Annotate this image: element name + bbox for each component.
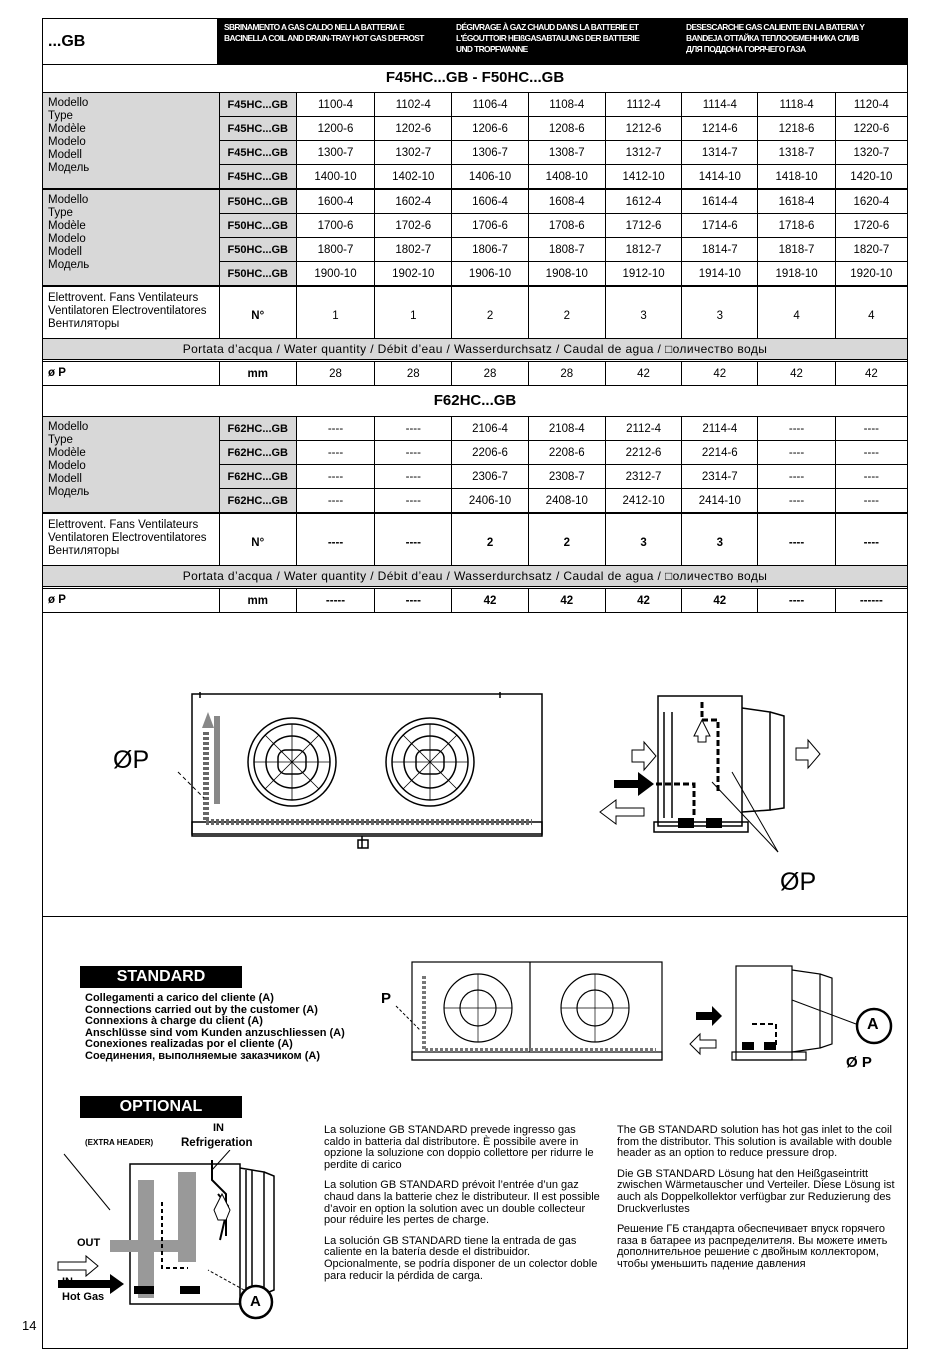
label-line: Modell (48, 473, 82, 485)
water-quantity-bar: Portata d’acqua / Water quantity / Débit d’eau / Wasserdurchsatz / Caudal de agua / □оличество воды (42, 338, 908, 360)
label-line: Вентиляторы (48, 545, 120, 557)
model-type-label (43, 190, 220, 286)
pipe-diameter-label: ø P (43, 589, 220, 613)
label-line: Modell (48, 246, 82, 258)
unit-diagram (42, 612, 908, 916)
model-code-cell: 1700-6 (296, 214, 374, 238)
pipe-unit-cell: mm (219, 362, 296, 386)
model-code-cell: 1914-10 (682, 262, 758, 286)
standard-tag: STANDARD (80, 966, 242, 988)
model-series-cell: F62HC...GB (219, 465, 296, 489)
header-it-en-line: BACINELLA COIL AND DRAIN-TRAY HOT GAS DEFROST (224, 33, 424, 43)
model-code-cell: 1314-7 (682, 141, 758, 165)
model-code-cell: ---- (758, 465, 835, 489)
description-paragraph: La solución GB STANDARD tiene la entrada de gas caliente en la batería desde el distribuidor. Opcionalmente, se podría disponer de un colector doble para reducir la pérdida de carga. (324, 1234, 598, 1282)
pipe-diameter-cell: 42 (835, 362, 907, 386)
model-series-cell: F45HC...GB (219, 141, 296, 165)
description-right (617, 1125, 897, 1280)
model-code-cell: 1608-4 (528, 190, 605, 214)
model-series-cell: F45HC...GB (219, 165, 296, 189)
model-code-cell: 2406-10 (452, 489, 528, 513)
model-code-cell: 1402-10 (375, 165, 452, 189)
model-code-cell: 1414-10 (682, 165, 758, 189)
standard-line: Anschlüsse sind vom Kunden anzuschliessen (A) (85, 1026, 345, 1039)
label-line: Модель (48, 259, 90, 271)
model-code-cell: 1300-7 (296, 141, 374, 165)
model-code-cell: 2308-7 (528, 465, 605, 489)
label-line: Modello (48, 97, 89, 109)
table-row (43, 417, 908, 441)
model-code-cell: 1900-10 (296, 262, 374, 286)
model-code-cell: 1320-7 (835, 141, 907, 165)
pipe-diameter-cell: 28 (375, 362, 452, 386)
label-line: Modello (48, 421, 89, 433)
divider (42, 64, 908, 65)
description-paragraph: Решение ГБ стандарта обеспечивает впуск горячего газа в батарее из распределителя. Вы можете иметь дополнительное решение с двойным коллектором, чтобы уменьшить падение давления (617, 1223, 888, 1270)
model-code-cell: 1400-10 (296, 165, 374, 189)
label-line: Вентиляторы (48, 318, 120, 330)
model-code-cell: 1200-6 (296, 117, 374, 141)
pipe-diameter-cell: 42 (605, 362, 681, 386)
model-code-cell: ---- (296, 441, 374, 465)
model-code-cell: 1618-4 (758, 190, 835, 214)
model-code-cell: 2206-6 (452, 441, 528, 465)
header-fr-de-line: L'ÉGOUTTOIR HEIßGASABTAUUNG DER BATTERIE (456, 33, 640, 43)
header-fr-de-line: UND TROPFWANNE (456, 44, 528, 54)
pipe-diameter-cell: ----- (296, 589, 374, 613)
model-code-cell: 1820-7 (835, 238, 907, 262)
model-code-cell: ---- (375, 489, 452, 513)
fans-count-cell: 1 (296, 287, 374, 345)
model-code-cell: 1906-10 (452, 262, 528, 286)
model-code-cell: ---- (758, 489, 835, 513)
model-series-cell: F50HC...GB (219, 214, 296, 238)
pipe-diameter-cell: 42 (528, 589, 605, 613)
model-code-cell: 1208-6 (528, 117, 605, 141)
model-code-cell: 1600-4 (296, 190, 374, 214)
model-code-cell: 1800-7 (296, 238, 374, 262)
model-code-cell: 1406-10 (452, 165, 528, 189)
table-row (43, 93, 908, 117)
fans-count-cell: 2 (528, 514, 605, 572)
connection-a-label: A (867, 1016, 879, 1033)
model-code-cell: 1212-6 (605, 117, 681, 141)
model-code-cell: ---- (835, 441, 907, 465)
model-code-cell: 2408-10 (528, 489, 605, 513)
description-paragraph: Die GB STANDARD Lösung hat den Heißgaseintritt zwischen Wärmetauscher und Verteiler. Diese Lösung ist auch als Doppelkollektor verfügbar zur Reduzierung des Druckverlustes (617, 1167, 895, 1215)
label-line: Modèle (48, 123, 86, 135)
model-code-cell: ---- (296, 417, 374, 441)
description-left (324, 1125, 600, 1291)
model-code-cell: 1102-4 (375, 93, 452, 117)
model-code-cell: 1306-7 (452, 141, 528, 165)
model-code-cell: 2412-10 (605, 489, 681, 513)
pipe-diameter-cell: 28 (452, 362, 528, 386)
section1-pipe (42, 361, 908, 386)
standard-line: Connexions à charge du client (A) (85, 1015, 263, 1027)
model-code-cell: 1708-6 (528, 214, 605, 238)
header-es-ru (686, 22, 864, 55)
fans-count-cell: 1 (375, 287, 452, 345)
model-code-cell: 2214-6 (682, 441, 758, 465)
label-line: Modèle (48, 447, 86, 459)
fans-label (43, 514, 220, 572)
model-series-cell: F45HC...GB (219, 117, 296, 141)
fans-label (43, 287, 220, 345)
fans-count-cell: 2 (452, 287, 528, 345)
table-row (43, 589, 908, 613)
description-paragraph: The GB STANDARD solution has hot gas inlet to the coil from the distributor. This solution is available with double header as an option to reduce pressure drop. (617, 1124, 892, 1160)
label-line: Elettrovent. Fans Ventilateurs (48, 519, 199, 531)
model-code-cell: 2106-4 (452, 417, 528, 441)
fans-count-cell: ---- (375, 514, 452, 572)
standard-line: Collegamenti a carico del cliente (A) (85, 992, 274, 1004)
table-row (43, 362, 908, 386)
model-code-cell: 1202-6 (375, 117, 452, 141)
series-code: ...GB (42, 18, 218, 64)
model-code-cell: 2212-6 (605, 441, 681, 465)
model-code-cell: 1408-10 (528, 165, 605, 189)
model-code-cell: 1806-7 (452, 238, 528, 262)
model-code-cell: 1106-4 (452, 93, 528, 117)
label-line: Modelo (48, 136, 86, 148)
fans-count-cell: 3 (682, 514, 758, 572)
model-code-cell: 1918-10 (758, 262, 835, 286)
pipe-unit-cell: mm (219, 589, 296, 613)
table-row (43, 190, 908, 214)
pipe-diameter-label: ØP (780, 868, 817, 896)
standard-connections-list (85, 993, 345, 1062)
label-line: Modelo (48, 460, 86, 472)
model-code-cell: ---- (375, 417, 452, 441)
model-code-cell: 1720-6 (835, 214, 907, 238)
pipe-diameter-cell: 42 (682, 362, 758, 386)
section1-models-a (42, 92, 908, 189)
model-code-cell: 2208-6 (528, 441, 605, 465)
fans-count-cell: 3 (605, 514, 681, 572)
standard-op-label: Ø P (846, 1054, 872, 1071)
label-line: Modello (48, 194, 89, 206)
model-code-cell: ---- (296, 489, 374, 513)
model-code-cell: 1108-4 (528, 93, 605, 117)
model-code-cell: ---- (375, 441, 452, 465)
model-code-cell: 1308-7 (528, 141, 605, 165)
model-code-cell: 1712-6 (605, 214, 681, 238)
divider (42, 916, 908, 917)
label-line: Type (48, 110, 73, 122)
optional-hot-gas-label: Hot Gas (62, 1291, 105, 1303)
model-code-cell: 1418-10 (758, 165, 835, 189)
section2-models (42, 416, 908, 513)
model-code-cell: 1802-7 (375, 238, 452, 262)
model-code-cell: 1718-6 (758, 214, 835, 238)
fans-count-cell: 2 (452, 514, 528, 572)
model-code-cell: 2306-7 (452, 465, 528, 489)
optional-extra-header-label: (EXTRA HEADER) (85, 1138, 154, 1147)
fans-unit-cell: N° (219, 514, 296, 572)
description-paragraph: La soluzione GB STANDARD prevede ingresso gas caldo in batteria dal distributore. È possibile avere in opzione la soluzione con doppio collettore per ridurre le perdite di carico (324, 1124, 594, 1171)
model-code-cell: 1218-6 (758, 117, 835, 141)
pipe-diameter-label: ØP (113, 746, 150, 774)
header-fr-de (456, 22, 639, 55)
model-code-cell: 2414-10 (682, 489, 758, 513)
model-code-cell: 1614-4 (682, 190, 758, 214)
section2-pipe (42, 588, 908, 613)
description-paragraph: La solution GB STANDARD prévoit l’entrée d’un gaz chaud dans la batterie chez le distributeur. Il est possible d’avoir en option la solution avec un double collecteur pour réduire les pertes de charge. (324, 1179, 600, 1227)
label-line: Модель (48, 486, 90, 498)
model-series-cell: F62HC...GB (219, 489, 296, 513)
table-row (43, 287, 908, 345)
model-code-cell: 1420-10 (835, 165, 907, 189)
model-code-cell: 1814-7 (682, 238, 758, 262)
pipe-diameter-cell: ------ (835, 589, 907, 613)
header-es-ru-line: DESESCARCHE GAS CALIENTE EN LA BATERIA Y (686, 22, 865, 32)
model-code-cell: 2108-4 (528, 417, 605, 441)
model-code-cell: ---- (758, 417, 835, 441)
model-code-cell: 1412-10 (605, 165, 681, 189)
model-code-cell: 1302-7 (375, 141, 452, 165)
model-type-label (43, 93, 220, 189)
label-line: Elettrovent. Fans Ventilateurs (48, 292, 199, 304)
model-code-cell: 1706-6 (452, 214, 528, 238)
fans-count-cell: 3 (682, 287, 758, 345)
label-line: Modell (48, 149, 82, 161)
model-code-cell: 2314-7 (682, 465, 758, 489)
page-number: 14 (22, 1318, 37, 1333)
model-code-cell: 1812-7 (605, 238, 681, 262)
label-line: Ventilatoren Electroventilatores (48, 532, 207, 544)
header-es-ru-line: ДЛЯ ПОДДОНА ГОРЯЧЕГО ГАЗА (686, 44, 806, 54)
model-code-cell: 1620-4 (835, 190, 907, 214)
optional-in-label: IN (213, 1122, 224, 1134)
model-code-cell: 1312-7 (605, 141, 681, 165)
model-code-cell: 1612-4 (605, 190, 681, 214)
model-code-cell: 2114-4 (682, 417, 758, 441)
model-code-cell: 1220-6 (835, 117, 907, 141)
model-code-cell: 1818-7 (758, 238, 835, 262)
standard-line: Connections carried out by the customer (A) (85, 1003, 318, 1016)
optional-in-label: IN (62, 1276, 73, 1288)
label-line: Modèle (48, 220, 86, 232)
model-code-cell: ---- (375, 465, 452, 489)
standard-line: Соединения, выполняемые заказчиком (A) (85, 1049, 320, 1062)
pipe-diameter-cell: 42 (758, 362, 835, 386)
table-row (43, 514, 908, 572)
model-series-cell: F50HC...GB (219, 190, 296, 214)
model-code-cell: 1920-10 (835, 262, 907, 286)
section1-models-b (42, 189, 908, 286)
model-code-cell: 1318-7 (758, 141, 835, 165)
optional-out-label: OUT (77, 1237, 101, 1249)
header-it-en (224, 22, 424, 44)
model-code-cell: 1100-4 (296, 93, 374, 117)
standard-line: Conexiones realizadas por el cliente (A) (85, 1038, 293, 1050)
fans-count-cell: 4 (835, 287, 907, 345)
model-code-cell: 1214-6 (682, 117, 758, 141)
fans-count-cell: ---- (758, 514, 835, 572)
pipe-diameter-cell: 42 (605, 589, 681, 613)
section1-title: F45HC...GB - F50HC...GB (385, 69, 565, 86)
label-line: Ventilatoren Electroventilatores (48, 305, 207, 317)
model-series-cell: F50HC...GB (219, 238, 296, 262)
pipe-diameter-cell: ---- (758, 589, 835, 613)
model-code-cell: 1902-10 (375, 262, 452, 286)
model-code-cell: 1908-10 (528, 262, 605, 286)
model-code-cell: ---- (835, 489, 907, 513)
model-series-cell: F45HC...GB (219, 93, 296, 117)
fans-count-cell: 4 (758, 287, 835, 345)
optional-refrigeration-label: Refrigeration (181, 1137, 253, 1149)
header-fr-de-line: DÉGIVRAGE À GAZ CHAUD DANS LA BATTERIE ET (456, 22, 639, 32)
label-line: Type (48, 207, 73, 219)
section2-title: F62HC...GB (433, 392, 517, 409)
model-code-cell: 1114-4 (682, 93, 758, 117)
model-code-cell: ---- (296, 465, 374, 489)
connection-a-label: A (250, 1293, 261, 1310)
pipe-diameter-label: ø P (43, 362, 220, 386)
model-code-cell: 1714-6 (682, 214, 758, 238)
model-code-cell: 1602-4 (375, 190, 452, 214)
model-code-cell: 1606-4 (452, 190, 528, 214)
fans-count-cell: ---- (835, 514, 907, 572)
label-line: Type (48, 434, 73, 446)
model-code-cell: ---- (835, 417, 907, 441)
model-code-cell: 1118-4 (758, 93, 835, 117)
optional-tag: OPTIONAL (80, 1096, 242, 1118)
pipe-diameter-cell: ---- (375, 589, 452, 613)
model-type-label (43, 417, 220, 513)
model-code-cell: 2312-7 (605, 465, 681, 489)
page-header (42, 18, 908, 64)
label-line: Modelo (48, 233, 86, 245)
model-series-cell: F50HC...GB (219, 262, 296, 286)
model-series-cell: F62HC...GB (219, 441, 296, 465)
label-line: Модель (48, 162, 90, 174)
model-code-cell: 2112-4 (605, 417, 681, 441)
model-code-cell: 1912-10 (605, 262, 681, 286)
model-code-cell: 1120-4 (835, 93, 907, 117)
model-code-cell: 1702-6 (375, 214, 452, 238)
model-series-cell: F62HC...GB (219, 417, 296, 441)
fans-count-cell: ---- (296, 514, 374, 572)
fans-unit-cell: N° (219, 287, 296, 345)
water-quantity-bar: Portata d’acqua / Water quantity / Débit d’eau / Wasserdurchsatz / Caudal de agua / □оличество воды (42, 565, 908, 587)
fans-count-cell: 3 (605, 287, 681, 345)
section1-fans (42, 286, 908, 345)
pipe-diameter-cell: 28 (296, 362, 374, 386)
section2-fans (42, 513, 908, 572)
header-it-en-line: SBRINAMENTO A GAS CALDO NELLA BATTERIA E (224, 22, 405, 32)
pipe-diameter-cell: 42 (452, 589, 528, 613)
model-code-cell: 1112-4 (605, 93, 681, 117)
standard-p-label: P (381, 990, 392, 1007)
pipe-diameter-cell: 42 (682, 589, 758, 613)
fans-count-cell: 2 (528, 287, 605, 345)
model-code-cell: ---- (758, 441, 835, 465)
standard-diagram (380, 956, 900, 1076)
pipe-diameter-cell: 28 (528, 362, 605, 386)
model-code-cell: ---- (835, 465, 907, 489)
model-code-cell: 1808-7 (528, 238, 605, 262)
header-es-ru-line: BANDEJA ОТТАЙКА ТЕПЛООБМЕННИКА СЛИВ (686, 33, 859, 43)
model-code-cell: 1206-6 (452, 117, 528, 141)
